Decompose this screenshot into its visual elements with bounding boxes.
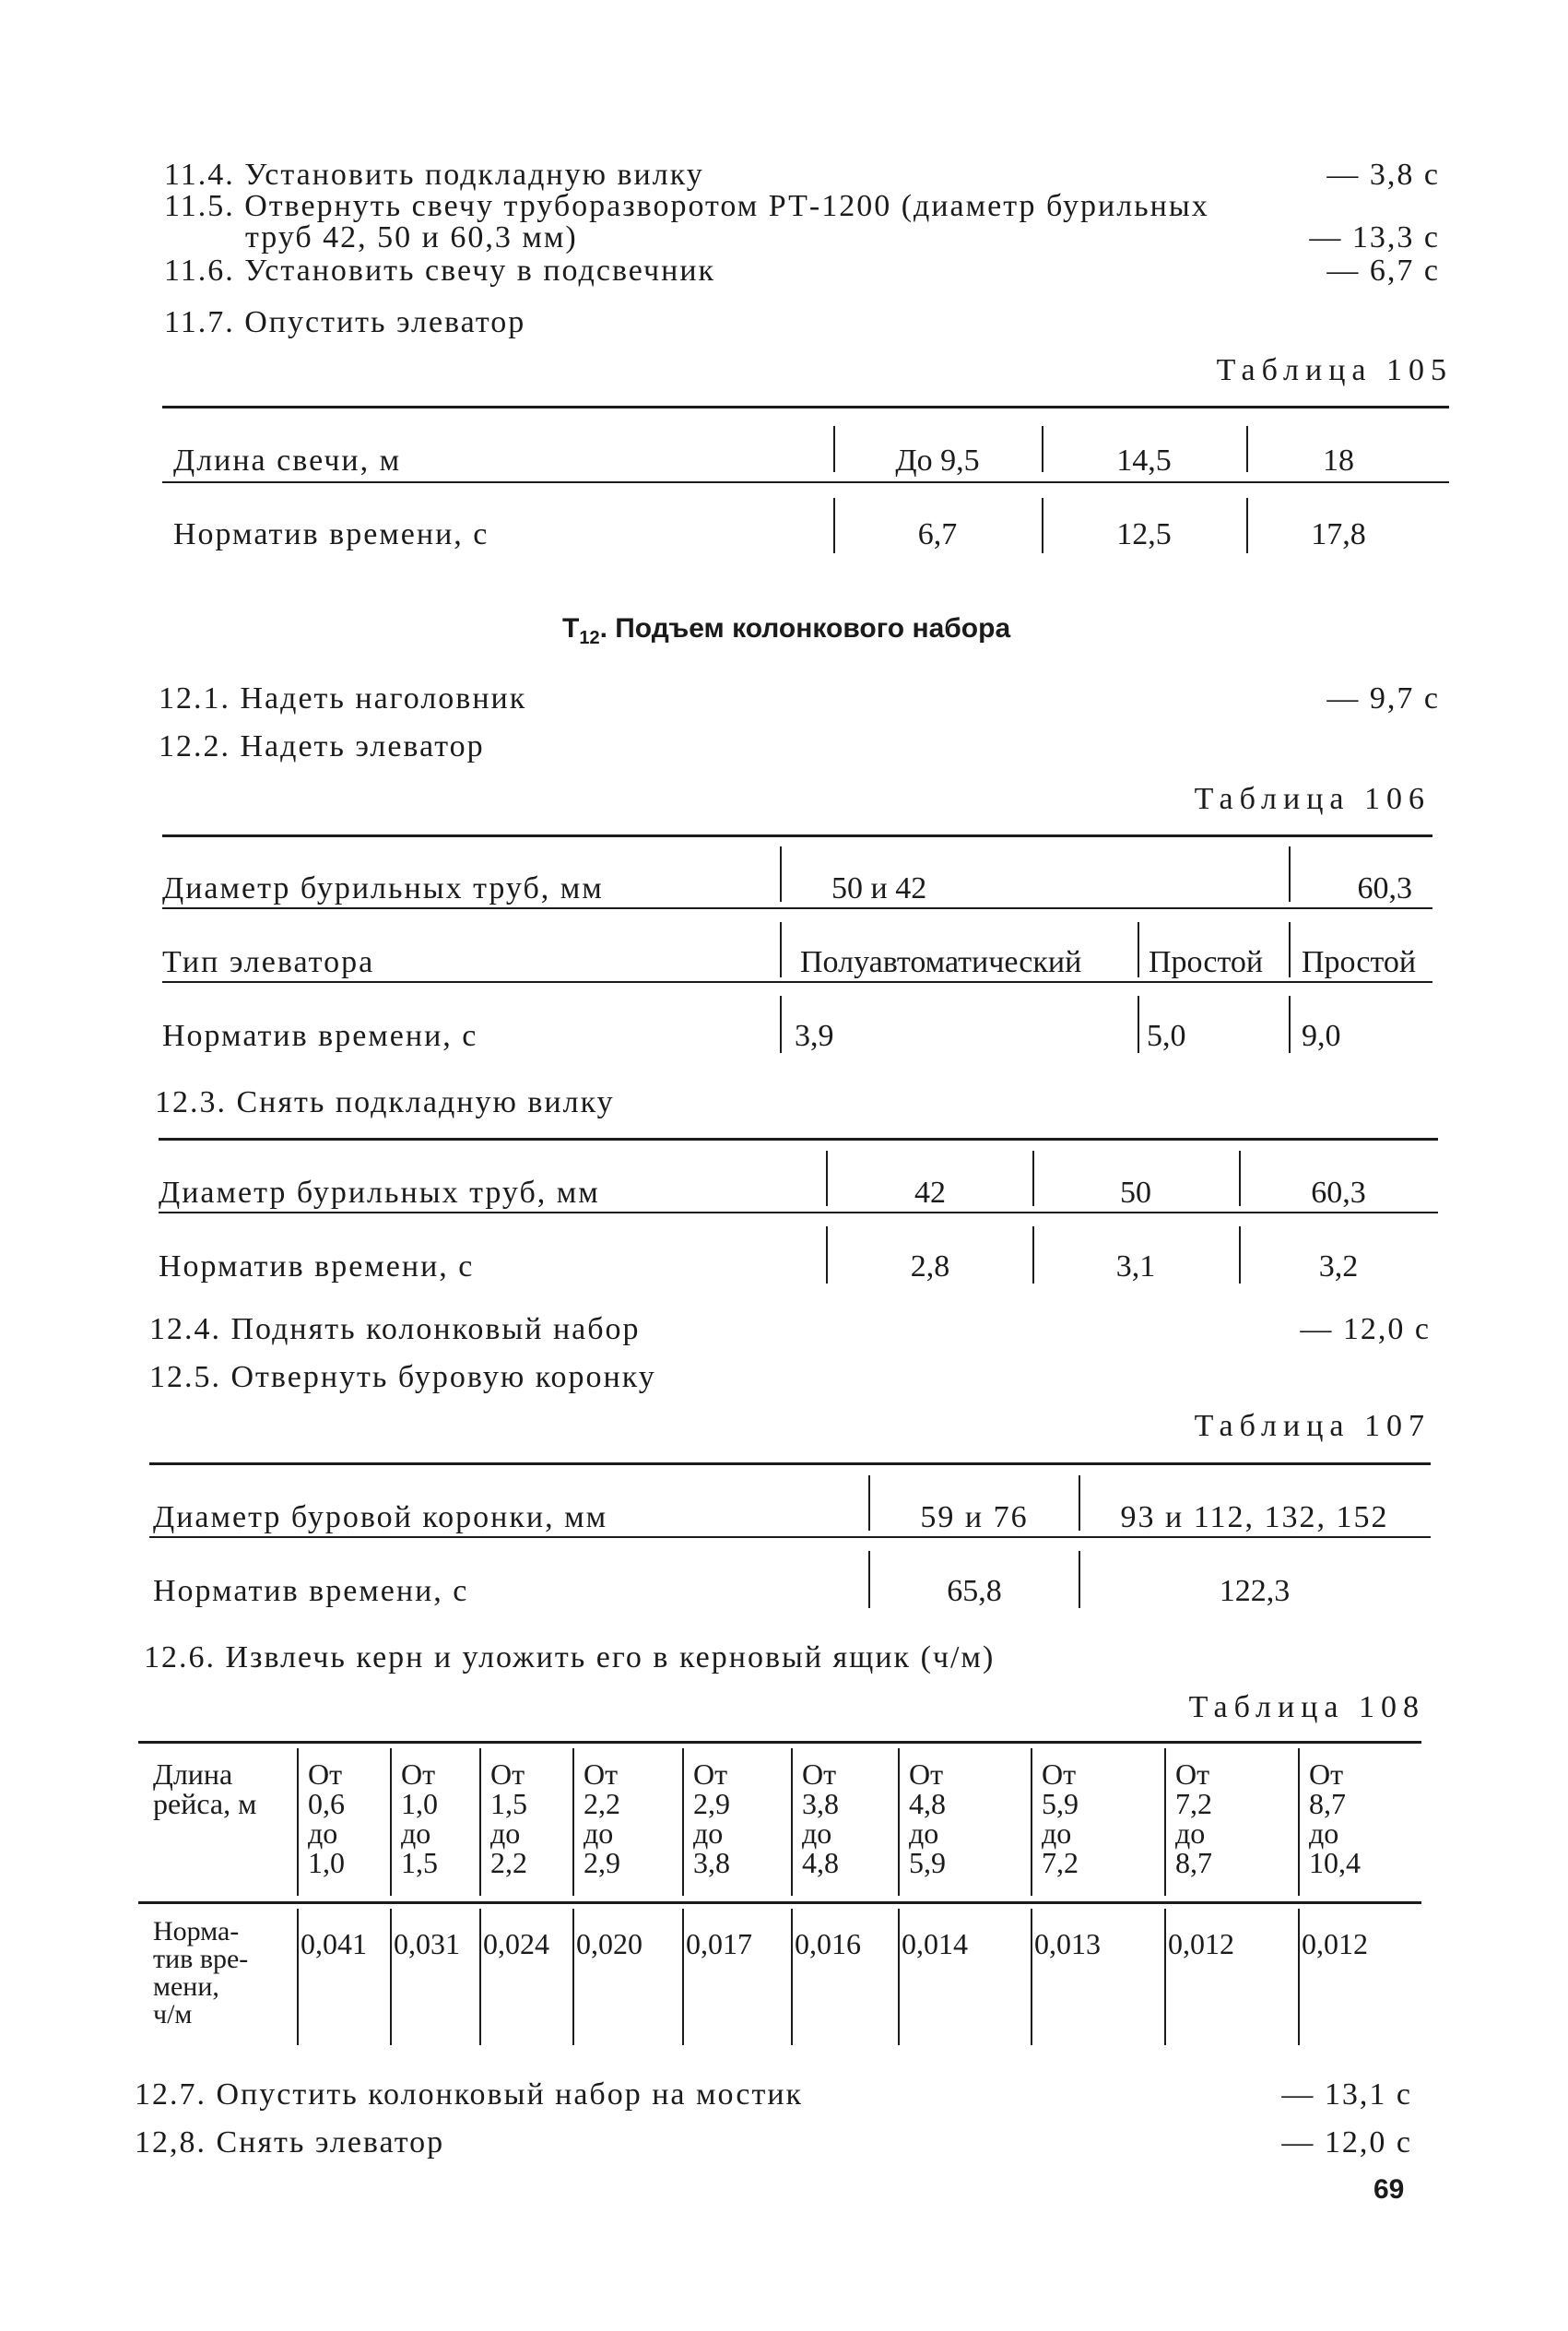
table-107-row-label: Норматив времени, с xyxy=(153,1574,469,1608)
item-number: 11.7. xyxy=(164,305,235,339)
table-108-range-header xyxy=(308,1759,345,1877)
item-number: 12.2. xyxy=(159,729,230,763)
col-rule xyxy=(1289,922,1291,977)
col-rule xyxy=(826,1226,828,1284)
table-108-value: 0,013 xyxy=(1034,1927,1101,1960)
table-107-caption: Таблица 107 xyxy=(1194,1409,1431,1443)
table-106-row3-value: 3,9 xyxy=(795,1019,834,1053)
label-line: Норма- xyxy=(153,1916,240,1946)
item-11-4-time: — 3,8 с xyxy=(1326,158,1440,192)
table-108-range-header xyxy=(490,1759,527,1877)
col-rule xyxy=(1164,1909,1166,2045)
table-106-row2-value: Простой xyxy=(1302,945,1417,979)
label-line: тив вре- xyxy=(153,1944,249,1974)
item-12-3 xyxy=(155,1084,615,1120)
title-subscript: 12 xyxy=(579,628,600,648)
rule xyxy=(162,406,1449,408)
table-106-row1-value: 50 и 42 xyxy=(831,871,927,905)
table-106-row1-value: 60,3 xyxy=(1357,871,1412,905)
col-rule xyxy=(780,922,782,977)
col-rule xyxy=(780,846,782,902)
table-106-row3-label: Норматив времени, с xyxy=(162,1019,478,1053)
table-108-caption: Таблица 108 xyxy=(1188,1690,1425,1724)
table-105-caption: Таблица 105 xyxy=(1216,353,1453,387)
range-line: до xyxy=(1309,1816,1339,1850)
table-pipe-header: 42 xyxy=(914,1176,946,1210)
table-pipe-header: 60,3 xyxy=(1311,1176,1366,1210)
col-rule xyxy=(1239,1226,1241,1284)
table-106-row3-value: 9,0 xyxy=(1302,1019,1341,1053)
item-number: 12,8. xyxy=(135,2125,206,2159)
range-line: 1,5 xyxy=(401,1846,438,1879)
table-106-row2-label: Тип элеватора xyxy=(162,945,375,979)
range-line: 2,9 xyxy=(693,1787,730,1820)
rule xyxy=(149,1536,1431,1538)
range-line: От xyxy=(401,1757,436,1791)
table-108-header-label xyxy=(153,1759,256,1818)
col-rule xyxy=(1079,1551,1080,1608)
col-rule xyxy=(826,1151,828,1206)
range-line: 3,8 xyxy=(693,1846,730,1879)
range-line: 2,9 xyxy=(584,1846,620,1879)
col-rule xyxy=(791,1748,793,1896)
range-line: до xyxy=(909,1816,939,1850)
table-105-header: 14,5 xyxy=(1116,444,1172,478)
table-105-value: 6,7 xyxy=(917,517,958,551)
table-106-row3-value: 5,0 xyxy=(1147,1019,1186,1053)
table-106-row1-label: Диаметр бурильных труб, мм xyxy=(162,871,604,905)
col-rule xyxy=(479,1748,481,1896)
item-12-6 xyxy=(144,1639,995,1675)
rule xyxy=(162,981,1432,983)
table-108-value: 0,041 xyxy=(301,1927,367,1960)
rule xyxy=(162,481,1449,483)
item-11-6-time: — 6,7 с xyxy=(1326,254,1440,288)
table-105-header: До 9,5 xyxy=(895,444,980,478)
col-rule xyxy=(791,1909,793,2045)
table-108-value: 0,014 xyxy=(902,1927,968,1960)
table-105-row-label: Норматив времени, с xyxy=(173,517,489,551)
table-108-range-header xyxy=(401,1759,438,1877)
range-line: От xyxy=(802,1757,837,1791)
table-105-value: 12,5 xyxy=(1116,517,1172,551)
col-rule xyxy=(1032,1226,1034,1284)
rule xyxy=(162,907,1432,909)
label-line: мени, xyxy=(153,1971,219,2002)
item-text: Снять элеватор xyxy=(216,2125,445,2159)
col-rule xyxy=(682,1909,684,2045)
range-line: 1,0 xyxy=(308,1846,345,1879)
range-line: 5,9 xyxy=(909,1846,946,1879)
col-rule xyxy=(833,498,835,553)
item-text: Снять подкладную вилку xyxy=(236,1085,615,1119)
table-pipe-value: 2,8 xyxy=(910,1249,950,1284)
item-number: 12.7. xyxy=(135,2077,206,2112)
rule xyxy=(162,834,1432,837)
rule xyxy=(138,1741,1421,1744)
range-line: От xyxy=(1175,1757,1210,1791)
table-108-value: 0,012 xyxy=(1168,1927,1234,1960)
col-rule xyxy=(1298,1909,1300,2045)
item-text: Извлечь керн и уложить его в керновый ящик (ч/м) xyxy=(225,1640,996,1674)
range-line: 0,6 xyxy=(308,1787,345,1820)
table-107-value: 122,3 xyxy=(1219,1574,1291,1608)
col-rule xyxy=(479,1909,481,2045)
col-rule xyxy=(1298,1748,1300,1896)
rule xyxy=(149,1462,1431,1465)
col-rule xyxy=(1042,498,1043,553)
table-108-range-header xyxy=(584,1759,620,1877)
col-rule xyxy=(868,1551,870,1608)
range-line: От xyxy=(1309,1757,1344,1791)
item-11-6 xyxy=(164,253,715,289)
range-line: 1,5 xyxy=(490,1787,527,1820)
range-line: до xyxy=(490,1816,521,1850)
table-108-value: 0,016 xyxy=(795,1927,861,1960)
item-12-5 xyxy=(149,1359,656,1395)
col-rule xyxy=(1289,846,1291,902)
item-12-7 xyxy=(135,2077,803,2112)
item-12-7-time: — 13,1 с xyxy=(1281,2077,1412,2112)
label-line: рейса, м xyxy=(153,1787,257,1820)
table-108-range-header xyxy=(693,1759,730,1877)
range-line: 4,8 xyxy=(802,1846,839,1879)
table-106-caption: Таблица 106 xyxy=(1194,782,1431,816)
col-rule xyxy=(833,426,835,472)
col-rule xyxy=(682,1748,684,1896)
col-rule xyxy=(1032,1151,1034,1206)
range-line: От xyxy=(693,1757,728,1791)
col-rule xyxy=(1079,1475,1080,1531)
page-number: 69 xyxy=(1373,2174,1405,2205)
item-number: 12.4. xyxy=(149,1312,221,1346)
range-line: От xyxy=(308,1757,343,1791)
table-107-header: 59 и 76 xyxy=(920,1500,1029,1534)
range-line: до xyxy=(802,1816,832,1850)
table-106-row2-value: Полуавтоматический xyxy=(800,945,1082,979)
table-108-value: 0,020 xyxy=(576,1927,643,1960)
col-rule xyxy=(1042,426,1043,472)
range-line: От xyxy=(909,1757,944,1791)
table-pipe-value: 3,1 xyxy=(1115,1249,1156,1284)
range-line: до xyxy=(584,1816,614,1850)
table-108-value: 0,017 xyxy=(686,1927,752,1960)
table-108-range-header xyxy=(802,1759,839,1877)
col-rule xyxy=(1138,922,1139,977)
col-rule xyxy=(1239,1151,1241,1206)
item-text: Установить подкладную вилку xyxy=(244,158,704,192)
range-line: 4,8 xyxy=(909,1787,946,1820)
range-line: до xyxy=(401,1816,431,1850)
col-rule xyxy=(572,1909,574,2045)
range-line: 1,0 xyxy=(401,1787,438,1820)
item-number: 11.6. xyxy=(164,254,235,288)
range-line: 8,7 xyxy=(1175,1846,1212,1879)
col-rule xyxy=(390,1909,392,2045)
range-line: 10,4 xyxy=(1309,1846,1361,1879)
table-107-value: 65,8 xyxy=(947,1574,1002,1608)
range-line: 5,9 xyxy=(1042,1787,1079,1820)
item-text: Установить свечу в подсвечник xyxy=(244,254,716,288)
item-text: Надеть наголовник xyxy=(240,681,527,716)
range-line: 7,2 xyxy=(1042,1846,1079,1879)
col-rule xyxy=(898,1909,900,2045)
rule xyxy=(159,1212,1438,1213)
title-text: . Подъем колонкового набора xyxy=(599,613,1011,644)
table-107-header: 93 и 112, 132, 152 xyxy=(1120,1500,1389,1534)
range-line: 3,8 xyxy=(802,1787,839,1820)
col-rule xyxy=(1289,996,1291,1053)
col-rule xyxy=(868,1475,870,1531)
item-number: 11.4. xyxy=(164,158,235,192)
section-12-title xyxy=(562,613,1010,649)
item-12-4-time: — 12,0 с xyxy=(1300,1312,1431,1346)
item-text: Опустить колонковый набор на мостик xyxy=(216,2077,804,2112)
range-line: до xyxy=(1175,1816,1206,1850)
table-108-range-header xyxy=(1175,1759,1212,1877)
col-rule xyxy=(1164,1748,1166,1896)
table-108-value: 0,024 xyxy=(483,1927,549,1960)
range-line: От xyxy=(584,1757,619,1791)
table-108-range-header xyxy=(1309,1759,1361,1877)
item-number: 12.3. xyxy=(155,1085,227,1119)
item-12-4 xyxy=(149,1311,641,1347)
item-11-5-time: — 13,3 с xyxy=(1309,220,1440,254)
table-108-range-header xyxy=(909,1759,946,1877)
range-line: до xyxy=(693,1816,724,1850)
range-line: 8,7 xyxy=(1309,1787,1346,1820)
item-12-1 xyxy=(159,680,526,716)
range-line: 7,2 xyxy=(1175,1787,1212,1820)
item-number: 12.6. xyxy=(144,1640,216,1674)
col-rule xyxy=(390,1748,392,1896)
table-105-value: 17,8 xyxy=(1311,517,1366,551)
item-11-5-cont: труб 42, 50 и 60,3 мм) xyxy=(245,220,578,254)
item-12-1-time: — 9,7 с xyxy=(1326,681,1440,716)
table-108-range-header xyxy=(1042,1759,1079,1877)
item-text: Отвернуть буровую коронку xyxy=(230,1360,656,1394)
col-rule xyxy=(1246,498,1248,553)
table-pipe-row-label: Норматив времени, с xyxy=(159,1249,475,1284)
label-line: Длина xyxy=(153,1757,233,1791)
table-106-row2-value: Простой xyxy=(1149,945,1264,979)
table-105-header: 18 xyxy=(1323,444,1354,478)
table-pipe-value: 3,2 xyxy=(1318,1249,1359,1284)
item-number: 12.1. xyxy=(159,681,230,716)
table-108-row-label xyxy=(153,1918,248,2029)
item-11-7 xyxy=(164,304,525,340)
table-pipe-header-label: Диаметр бурильных труб, мм xyxy=(159,1176,600,1210)
label-line: ч/м xyxy=(153,1999,193,2029)
item-number: 12.5. xyxy=(149,1360,221,1394)
col-rule xyxy=(297,1748,299,1896)
item-number: 11.5. xyxy=(164,189,235,223)
col-rule xyxy=(1031,1909,1032,2045)
col-rule xyxy=(297,1909,299,2045)
rule xyxy=(159,1138,1438,1141)
range-line: От xyxy=(490,1757,525,1791)
item-text: Надеть элеватор xyxy=(240,729,485,763)
title-prefix: Т xyxy=(562,613,580,644)
range-line: до xyxy=(1042,1816,1072,1850)
col-rule xyxy=(1031,1748,1032,1896)
item-12-8-time: — 12,0 с xyxy=(1281,2125,1412,2159)
range-line: От xyxy=(1042,1757,1077,1791)
table-108-value: 0,031 xyxy=(394,1927,460,1960)
item-12-8 xyxy=(135,2124,444,2160)
col-rule xyxy=(780,996,782,1053)
table-108-value: 0,012 xyxy=(1302,1927,1368,1960)
item-12-2 xyxy=(159,728,485,764)
range-line: 2,2 xyxy=(584,1787,620,1820)
rule xyxy=(138,1901,1421,1904)
range-line: 2,2 xyxy=(490,1846,527,1879)
table-105-header-label: Длина свечи, м xyxy=(173,444,402,478)
item-text: Опустить элеватор xyxy=(244,305,526,339)
range-line: до xyxy=(308,1816,338,1850)
col-rule xyxy=(572,1748,574,1896)
col-rule xyxy=(1138,996,1139,1053)
table-pipe-header: 50 xyxy=(1120,1176,1151,1210)
col-rule xyxy=(1246,426,1248,472)
col-rule xyxy=(898,1748,900,1896)
table-107-header-label: Диаметр буровой коронки, мм xyxy=(153,1500,608,1534)
item-text: Отвернуть свечу труборазворотом РТ-1200 (диаметр бурильных xyxy=(244,189,1209,223)
item-text: Поднять колонковый набор xyxy=(230,1312,641,1346)
